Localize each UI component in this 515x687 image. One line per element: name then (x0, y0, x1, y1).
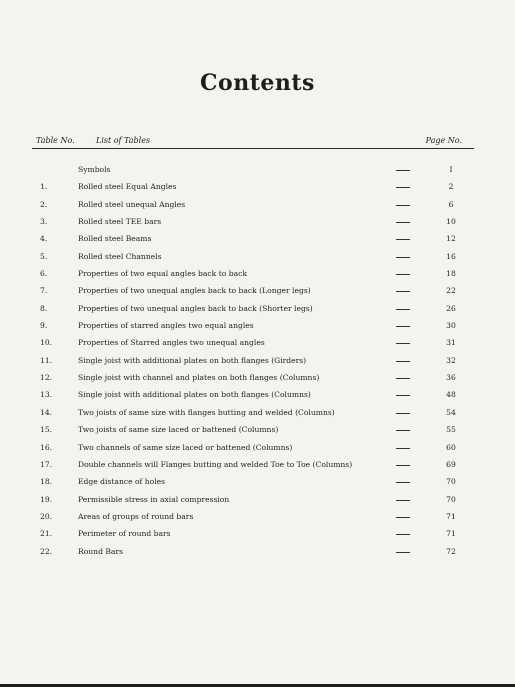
row-number: 19. (40, 494, 53, 504)
row-number: 10. (40, 338, 53, 348)
leader-dash (396, 448, 410, 449)
contents-row (0, 178, 515, 195)
contents-list (0, 161, 515, 560)
leader-dash (396, 239, 410, 240)
row-number: 18. (40, 477, 53, 487)
row-title: Two joists of same size laced or battened (Columns) (78, 425, 279, 435)
row-number: 7. (40, 286, 48, 296)
row-number: 5. (40, 251, 48, 261)
row-page-number: 16 (446, 251, 456, 261)
contents-row (0, 508, 515, 525)
row-page-number: 69 (446, 459, 456, 469)
row-number: 14. (40, 407, 53, 417)
row-title: Areas of groups of round bars (78, 511, 194, 521)
leader-dash (396, 413, 410, 414)
row-page-number: 70 (446, 494, 456, 504)
row-page-number: 71 (446, 529, 456, 539)
leader-dash (396, 187, 410, 188)
leader-dash (396, 517, 410, 518)
contents-row (0, 282, 515, 299)
contents-row (0, 248, 515, 265)
contents-row (0, 161, 515, 178)
row-page-number: 12 (446, 234, 456, 244)
row-title: Rolled steel unequal Angles (78, 199, 186, 209)
header-page-no: Page No. (425, 136, 462, 145)
row-title: Single joist with additional plates on both flanges (Girders) (78, 355, 307, 365)
row-number: 3. (40, 217, 48, 227)
row-page-number: 2 (448, 182, 454, 192)
row-title: Edge distance of holes (78, 477, 166, 487)
row-page-number: 71 (446, 511, 456, 521)
row-page-number: I (449, 165, 453, 174)
row-number: 4. (40, 234, 48, 244)
row-title: Properties of two unequal angles back to back (Longer legs) (78, 286, 311, 296)
leader-dash (396, 326, 410, 327)
leader-dash (396, 378, 410, 379)
row-title: Two channels of same size laced or battened (Columns) (78, 442, 293, 452)
header-divider (32, 148, 474, 149)
row-number: 16. (40, 442, 53, 452)
contents-row (0, 230, 515, 247)
contents-row (0, 196, 515, 213)
row-page-number: 18 (446, 269, 456, 279)
row-title: Single joist with additional plates on both flanges (Columns) (78, 390, 311, 400)
row-title: Permissible stress in axial compression (78, 494, 230, 504)
row-page-number: 60 (446, 442, 456, 452)
row-number: 15. (40, 425, 53, 435)
row-number: 8. (40, 303, 48, 313)
contents-row (0, 334, 515, 351)
contents-row (0, 265, 515, 282)
contents-row (0, 491, 515, 508)
row-title: Round Bars (78, 546, 123, 556)
header-list-of-tables: List of Tables (96, 136, 151, 145)
row-title: Properties of starred angles two equal angles (78, 321, 254, 331)
row-page-number: 54 (446, 407, 456, 417)
row-title: Properties of two equal angles back to back (78, 269, 247, 279)
leader-dash (396, 482, 410, 483)
contents-row (0, 543, 515, 560)
leader-dash (396, 534, 410, 535)
contents-row (0, 404, 515, 421)
row-title: Double channels will Flanges butting and welded Toe to Toe (Columns) (78, 459, 353, 469)
contents-row (0, 456, 515, 473)
leader-dash (396, 343, 410, 344)
leader-dash (396, 291, 410, 292)
row-number: 21. (40, 529, 53, 539)
leader-dash (396, 309, 410, 310)
row-number: 6. (40, 269, 48, 279)
leader-dash (396, 170, 410, 171)
row-number: 22. (40, 546, 53, 556)
leader-dash (396, 222, 410, 223)
row-title: Symbols (78, 165, 111, 174)
row-number: 11. (40, 355, 53, 365)
row-page-number: 10 (446, 217, 456, 227)
row-title: Rolled steel Equal Angles (78, 182, 177, 192)
row-page-number: 22 (446, 286, 456, 296)
row-number: 12. (40, 373, 53, 383)
leader-dash (396, 361, 410, 362)
contents-row (0, 369, 515, 386)
leader-dash (396, 257, 410, 258)
leader-dash (396, 430, 410, 431)
row-number: 20. (40, 511, 53, 521)
leader-dash (396, 500, 410, 501)
row-page-number: 36 (446, 373, 456, 383)
row-number: 13. (40, 390, 53, 400)
row-number: 2. (40, 199, 48, 209)
contents-row (0, 473, 515, 490)
row-title: Rolled steel TEE bars (78, 217, 162, 227)
leader-dash (396, 465, 410, 466)
contents-row (0, 386, 515, 403)
row-title: Properties of two unequal angles back to back (Shorter legs) (78, 303, 313, 313)
row-title: Two joists of same size with flanges butting and welded (Columns) (78, 407, 335, 417)
row-page-number: 26 (446, 303, 456, 313)
row-number: 1. (40, 182, 48, 192)
row-number: 9. (40, 321, 48, 331)
row-title: Rolled steel Beams (78, 234, 152, 244)
row-title: Rolled steel Channels (78, 251, 162, 261)
contents-row (0, 439, 515, 456)
contents-row (0, 300, 515, 317)
leader-dash (396, 205, 410, 206)
row-page-number: 55 (446, 425, 456, 435)
row-title: Single joist with channel and plates on both flanges (Columns) (78, 373, 320, 383)
row-page-number: 6 (448, 199, 454, 209)
contents-row (0, 317, 515, 334)
row-number: 17. (40, 459, 53, 469)
row-page-number: 70 (446, 477, 456, 487)
page-title: Contents (200, 70, 315, 96)
contents-row (0, 213, 515, 230)
leader-dash (396, 552, 410, 553)
contents-row (0, 525, 515, 542)
leader-dash (396, 274, 410, 275)
header-table-no: Table No. (36, 136, 75, 145)
row-page-number: 48 (446, 390, 456, 400)
leader-dash (396, 395, 410, 396)
row-title: Properties of Starred angles two unequal angles (78, 338, 265, 348)
row-page-number: 32 (446, 355, 456, 365)
row-title: Perimeter of round bars (78, 529, 171, 539)
contents-row (0, 352, 515, 369)
row-page-number: 30 (446, 321, 456, 331)
contents-row (0, 421, 515, 438)
row-page-number: 72 (446, 546, 456, 556)
row-page-number: 31 (446, 338, 456, 348)
